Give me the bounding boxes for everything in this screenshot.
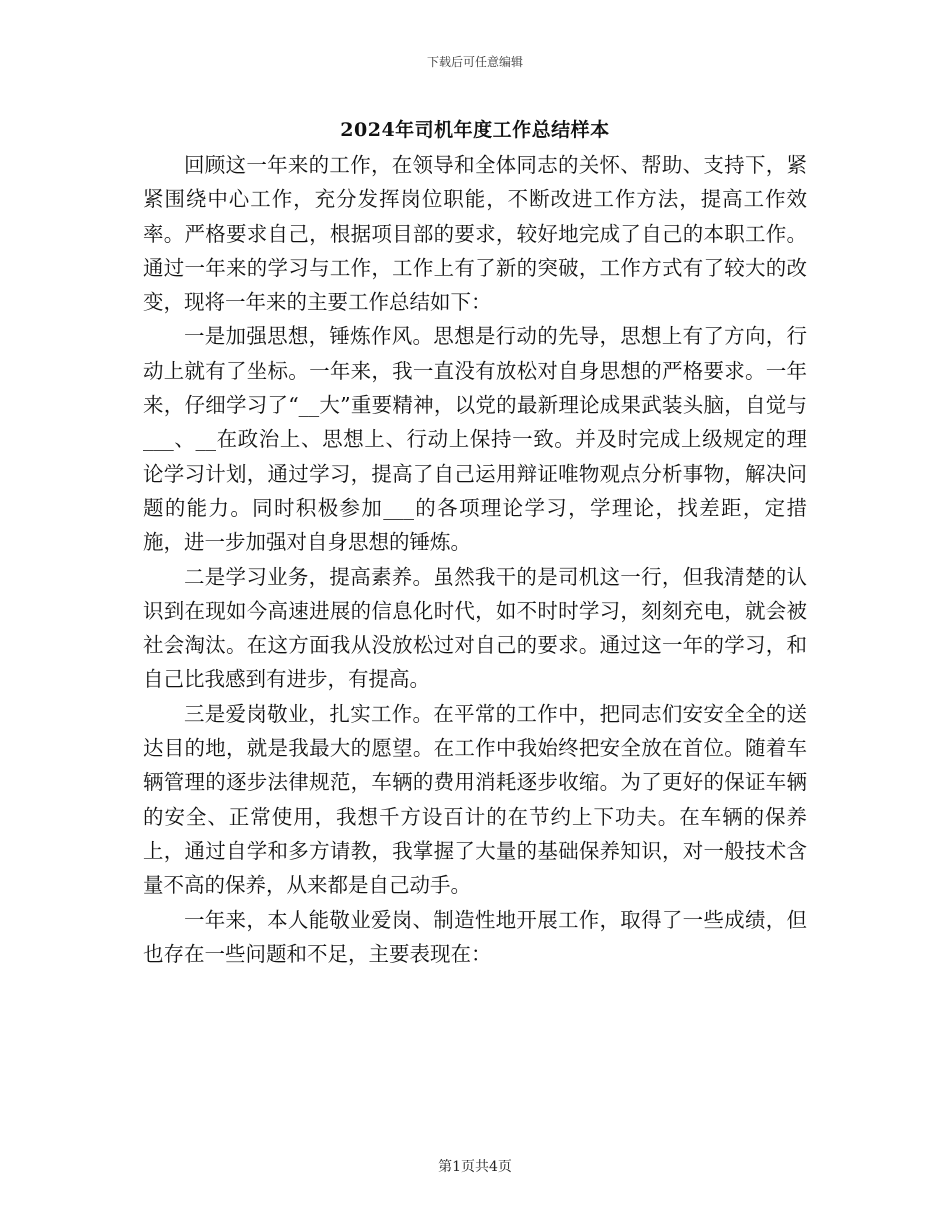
document-title: 2024年司机年度工作总结样本 [340,119,610,141]
document-body [143,148,807,971]
paragraph-thought: 一是加强思想，锤炼作风。思想是行动的先导，思想上有了方向，行动上就有了坐标。一年来，我一直没有放松对自身思想的严格要求。一年来，仔细学习了“__大”重要精神，以党的最新理论成果武装头脑，自觉与___、__在政治上、思想上、行动上保持一致。并及时完成上级规定的理论学习计划，通过学习，提高了自己运用辩证唯物观点分析事物，解决问题的能力。同时积极参加___的各项理论学习，学理论，找差距，定措施，进一步加强对自身思想的锤炼。 [143,324,807,555]
page-indicator: 第1页共4页 [438,1159,512,1175]
header-note: 下载后可任意编辑 [426,55,523,69]
paragraph-study: 二是学习业务，提高素养。虽然我干的是司机这一行，但我清楚的认识到在现如今高速进展的信息化时代，如不时时学习，刻刻充电，就会被社会淘汰。在这方面我从没放松过对自己的要求。通过这一年的学习，和自己比我感到有进步，有提高。 [143,564,807,692]
paragraph-summary: 一年来，本人能敬业爱岗、制造性地开展工作，取得了一些成绩，但也存在一些问题和不足，主要表现在： [143,907,807,966]
paragraph-work: 三是爱岗敬业，扎实工作。在平常的工作中，把同志们安安全全的送达目的地，就是我最大的愿望。在工作中我始终把安全放在首位。随着车辆管理的逐步法律规范，车辆的费用消耗逐步收缩。为了更好的保证车辆的安全、正常使用，我想千方设百计的在节约上下功夫。在车辆的保养上，通过自学和多方请教，我掌握了大量的基础保养知识，对一般技术含量不高的保养，从来都是自己动手。 [143,701,807,898]
paragraph-intro: 回顾这一年来的工作，在领导和全体同志的关怀、帮助、支持下，紧紧围绕中心工作，充分发挥岗位职能，不断改进工作方法，提高工作效率。严格要求自己，根据项目部的要求，较好地完成了自己的本职工作。通过一年来的学习与工作，工作上有了新的突破，工作方式有了较大的改变，现将一年来的主要工作总结如下： [143,153,807,315]
